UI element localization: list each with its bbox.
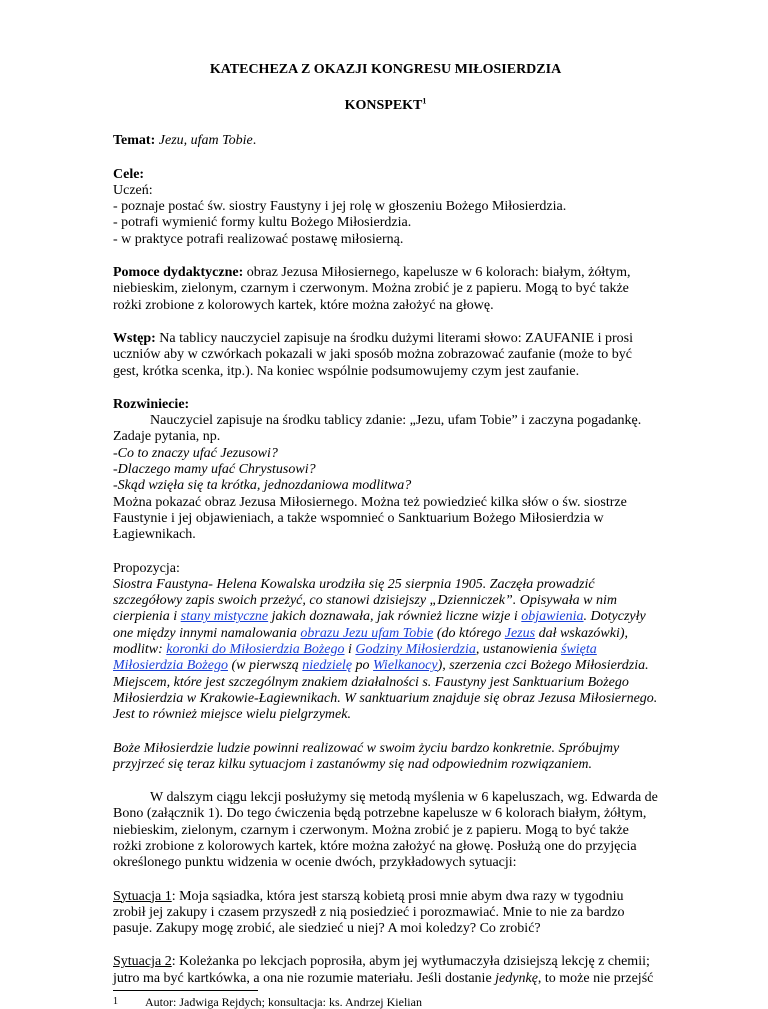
link-feast[interactable]: święta Miłosierdzia Bożego xyxy=(113,642,597,674)
subtitle-text: KONSPEKT xyxy=(344,98,423,113)
goals-label: Cele: xyxy=(113,166,145,182)
footnote-number: 1 xyxy=(113,996,118,1008)
footnote-ref: 1 xyxy=(422,96,427,106)
link-easter[interactable]: Wielkanocy xyxy=(373,658,438,674)
footnote-divider xyxy=(113,990,258,991)
footnote xyxy=(113,995,658,1009)
proposal-section xyxy=(113,561,658,724)
aids-label: Pomoce dydaktyczne: xyxy=(113,265,244,281)
aids-paragraph xyxy=(113,265,658,314)
situation-1-text: : Moja sąsiadka, która jest starszą kobietą prosi mnie abym dwa razy w tygodniu zrobił jej zakupy i czasem przyszedł z nią posiedzieć i porozmawiać. Mnie to nie za bardzo pasuje. Zakupy mogę zrobić, ale siedzieć u niej? A moi koledzy? Co zrobić? xyxy=(113,888,625,937)
footnote-text: Autor: Jadwiga Rejdych; konsultacja: ks. Andrzej Kielian xyxy=(145,995,422,1009)
intro-paragraph xyxy=(113,331,658,380)
proposal-text: Siostra Faustyna- Helena Kowalska urodziła się 25 sierpnia 1905. Zaczęła prowadzić szczegółowy zapis swoich przeżyć, co stanowi dzisiejszy „Dzienniczek”. Opisywała w nim cierpienia i stany mistyczne jakich doznawała, jak również liczne wizje i objawienia. Dotyczyły one między innymi namalowania obrazu Jezu ufam Tobie (do którego Jezus dał wskazówki), modlitw: koronki do Miłosierdzia Bożego i Godziny Miłosierdzia, ustanowienia święta Miłosierdzia Bożego (w pierwszą niedzielę po Wielkanocy), szerzenia czci Bożego Miłosierdzia. Miejscem, które jest szczególnym znakiem działalności s. Faustyny jest Sanktuarium Bożego Miłosierdzia w Krakowie-Łagiewnikach. W sanktuarium znajduje się obraz Jezusa Miłosiernego. Jest to również miejsce wielu pielgrzymek. xyxy=(113,576,658,723)
question-item: -Co to znaczy ufać Jezusowi? xyxy=(113,445,278,461)
situation-1-label: Sytuacja 1 xyxy=(113,888,172,904)
link-mystic-states[interactable]: stany mistyczne xyxy=(180,609,269,625)
link-jesus[interactable]: Jezus xyxy=(504,625,536,641)
question-item: -Dlaczego mamy ufać Chrystusowi? xyxy=(113,462,316,478)
document-page xyxy=(113,62,658,1009)
development-line: Zadaje pytania, np. xyxy=(113,429,221,445)
goals-intro: Uczeń: xyxy=(113,182,153,198)
link-chaplet[interactable]: koronki do Miłosierdzia Bożego xyxy=(166,642,345,658)
goals-item: - w praktyce potrafi realizować postawę miłosierną. xyxy=(113,231,404,247)
hats-paragraph: W dalszym ciągu lekcji posłużymy się metodą myślenia w 6 kapeluszach, wg. Edwarda de Bono (załącznik 1). Do tego ćwiczenia będą potrzebne kapelusze w 6 kolorach białym, żółtym, niebieskim, zielonym, czarnym i czerwonym. Można zrobić je z papieru. Mogą to być także rożki zrobione z kolorowych kartek, które można założyć na głowę. Posłużą one do przyjęcia określonego punktu widzenia w ocenie dwóch, przykładowych sytuacji: xyxy=(113,790,658,871)
topic-line: Temat: Jezu, ufam Tobie. xyxy=(113,133,257,149)
intro-text: Na tablicy nauczyciel zapisuje na środku dużymi literami słowo: ZAUFANIE i prosi uczniów aby w czwórkach pokazali w jaki sposób można zobrazować zaufanie (może to być gest, krótka scenka, itp.). Na koniec wspólnie podsumowujemy czym jest zaufanie. xyxy=(113,330,633,379)
link-hour-of-mercy[interactable]: Godziny Miłosierdzia xyxy=(355,642,476,658)
goals-item: - poznaje postać św. siostry Faustyny i jej rolę w głoszeniu Bożego Miłosierdzia. xyxy=(113,199,567,215)
proposal-label: Propozycja: xyxy=(113,560,180,576)
link-revelations[interactable]: objawienia xyxy=(521,609,584,625)
page-title: KATECHEZA Z OKAZJI KONGRESU MIŁOSIERDZIA xyxy=(209,62,562,77)
intro-label: Wstęp: xyxy=(113,330,156,346)
question-item: -Skąd wzięła się ta krótka, jednozdaniowa modlitwa? xyxy=(113,478,412,494)
goals-item: - potrafi wymienić formy kultu Bożego Miłosierdzia. xyxy=(113,215,412,231)
page-subtitle xyxy=(113,98,658,114)
link-image[interactable]: obrazu Jezu ufam Tobie xyxy=(300,625,434,641)
situation-1 xyxy=(113,889,658,938)
link-sunday[interactable]: niedzielę xyxy=(302,658,353,674)
development-label: Rozwiniecie: xyxy=(113,396,190,412)
practice-paragraph: Boże Miłosierdzie ludzie powinni realizować w swoim życiu bardzo konkretnie. Spróbujmy przyjrzeć się teraz kilku sytuacjom i zastanówmy się nad odpowiednim rozwiązaniem. xyxy=(113,740,620,772)
topic-label: Temat: xyxy=(113,133,156,149)
development-closing: Można pokazać obraz Jezusa Miłosiernego. Można też powiedzieć kilka słów o św. siostrze Faustynie i jej objawieniach, a także wspomnieć o Sanktuarium Bożego Miłosierdzia w Łagiewnikach. xyxy=(113,494,627,543)
aids-text: obraz Jezusa Miłosiernego, kapelusze w 6 kolorach: białym, żółtym, niebieskim, zielonym, czarnym i czerwonym. Można zrobić je z papieru. Mogą to być także rożki zrobione z kolorowych kartek, które można założyć na głowę. xyxy=(113,265,631,313)
development-section xyxy=(113,397,658,544)
topic-value: Jezu, ufam Tobie xyxy=(158,133,253,149)
situation-2: Sytuacja 2: Koleżanka po lekcjach poprosiła, abym jej wytłumaczyła dzisiejszą lekcję z chemii; jutro ma być kartkówka, a ona nie rozumie materiału. Jeśli dostanie jedynkę, to może nie przejść xyxy=(113,954,654,986)
situation-2-label: Sytuacja 2 xyxy=(113,954,172,970)
goals-section xyxy=(113,167,658,248)
development-line: Nauczyciel zapisuje na środku tablicy zdanie: „Jezu, ufam Tobie” i zaczyna pogadankę. xyxy=(150,413,642,429)
